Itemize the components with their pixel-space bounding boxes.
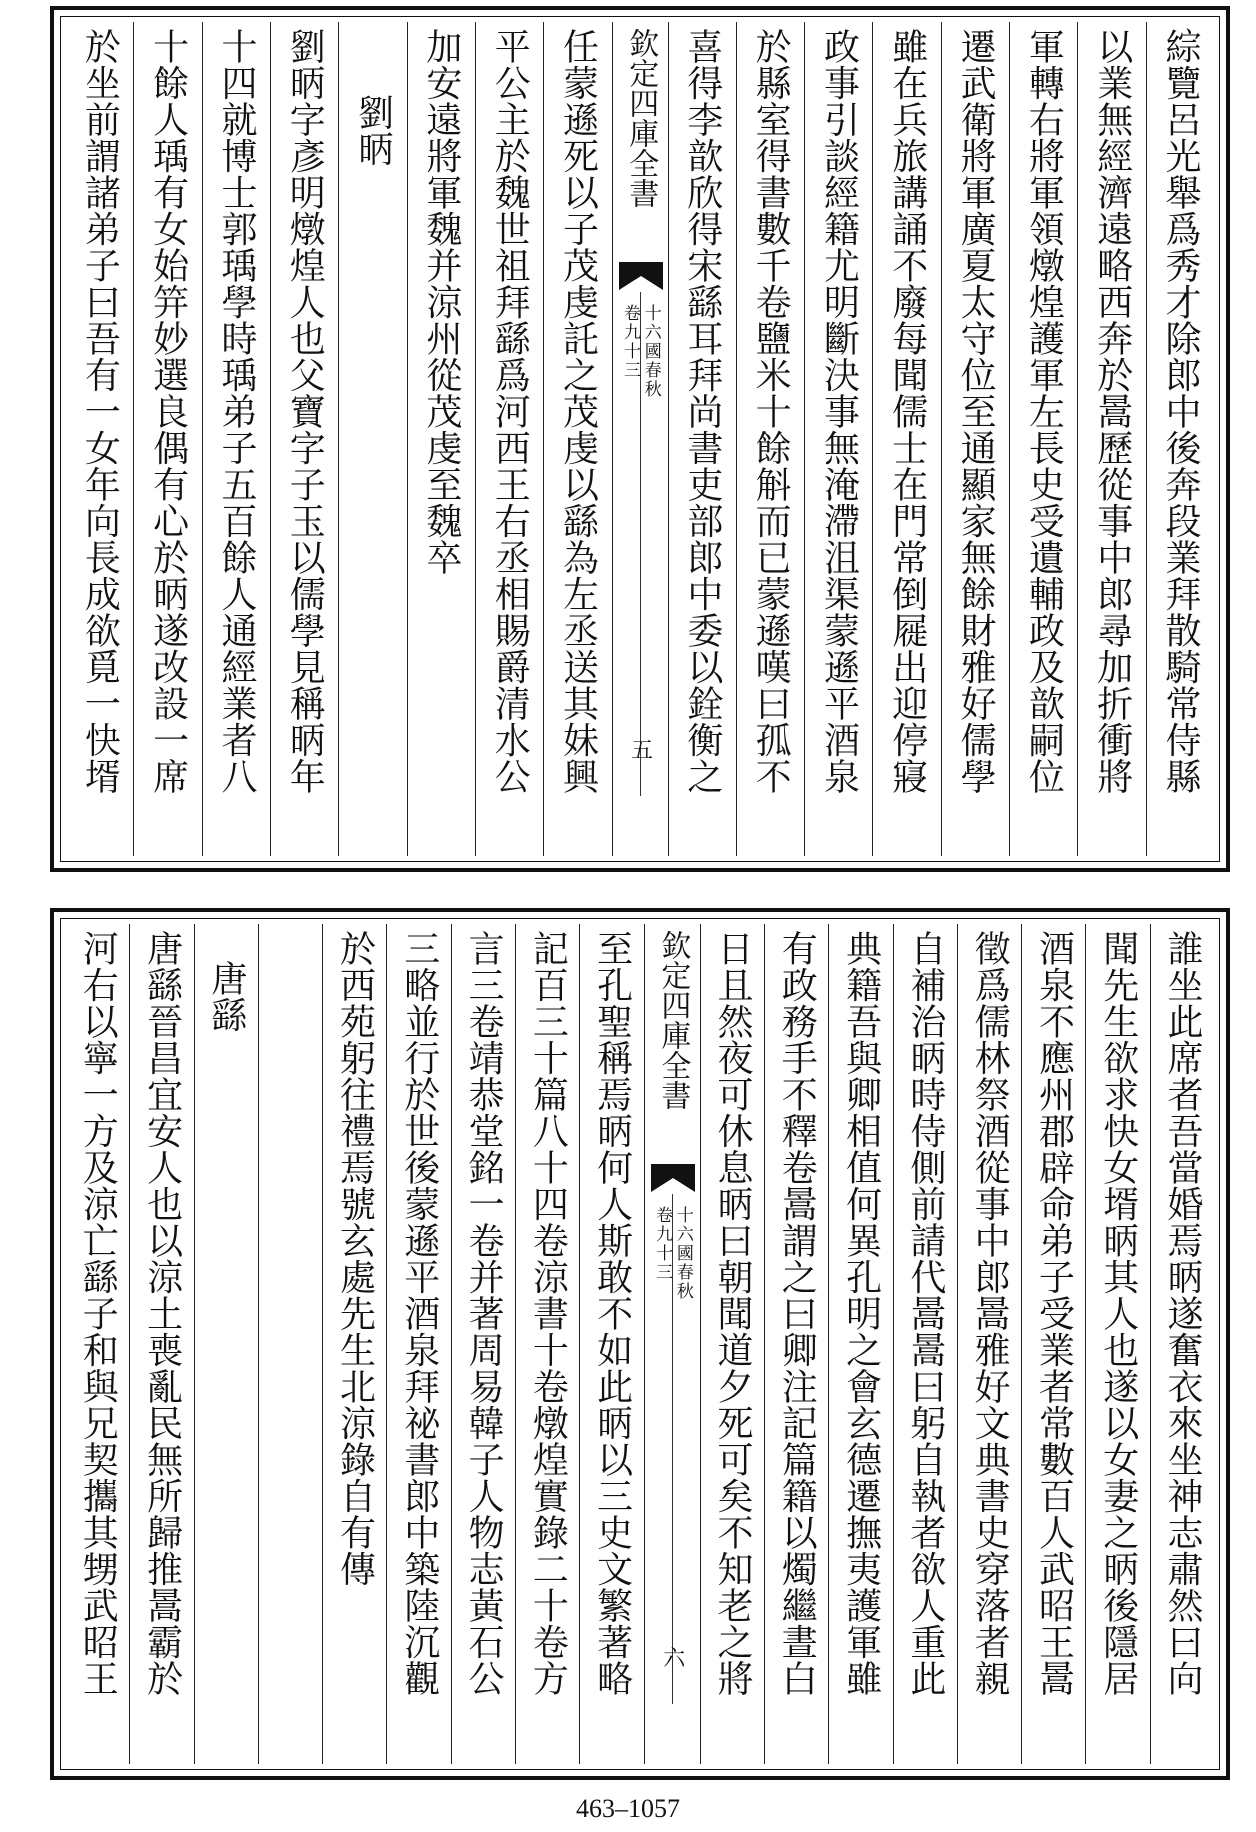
text-column: [452, 924, 516, 1764]
lower-book-page: [50, 908, 1230, 1780]
column-text: 記百三十篇八十四卷涼書十卷燉煌實錄二十卷方: [527, 930, 569, 1697]
center-fold-column: [645, 924, 701, 1764]
book-subtitle-text: 十六國春秋: [672, 1206, 693, 1301]
upper-page-columns: [66, 22, 1214, 856]
text-column: [873, 22, 941, 856]
text-column: [1078, 22, 1146, 856]
column-text: 綜覽呂光舉爲秀才除郎中後奔段業拜散騎常侍縣: [1160, 28, 1202, 795]
column-text: 至孔聖稱焉昞何人斯敢不如此昞以三史文繁著略: [591, 930, 633, 1697]
fishtail-mark-icon: [651, 1164, 695, 1192]
text-column: [1147, 22, 1214, 856]
text-column: [737, 22, 805, 856]
upper-book-page: [50, 6, 1230, 872]
lower-page-columns: [66, 924, 1214, 1764]
blank-column: [259, 924, 323, 1764]
column-text: 喜得李歆欣得宋繇耳拜尚書吏部郎中委以銓衡之: [681, 28, 723, 795]
column-text: 任蒙遜死以子茂虔託之茂虔以繇為左丞送其妹興: [557, 28, 599, 795]
text-column: [476, 22, 544, 856]
column-text: 遷武衛將軍廣夏太守位至通顯家無餘財雅好儒學: [955, 28, 997, 795]
column-text: 三略並行於世後蒙遜平酒泉拜祕書郎中築陸沉觀: [398, 930, 440, 1697]
column-text: 十餘人瑀有女始笄妙選良偶有心於昞遂改設一席: [147, 28, 189, 795]
text-column: [1022, 924, 1086, 1764]
fishtail-mark-icon: [619, 262, 663, 290]
text-column: [669, 22, 737, 856]
text-column: [66, 924, 130, 1764]
column-text: 聞先生欲求快女壻昞其人也遂以女妻之昞後隱居: [1097, 930, 1139, 1697]
text-column: [765, 924, 829, 1764]
text-column: [1086, 924, 1150, 1764]
folio-number-text: 五: [627, 737, 653, 760]
column-text: 於西苑躬往禮焉號玄處先生北涼錄自有傳: [334, 930, 376, 1587]
column-text: 酒泉不應州郡辟命弟子受業者常數百人武昭王暠: [1033, 930, 1075, 1697]
text-column: [66, 22, 134, 856]
text-column: [203, 22, 271, 856]
text-column: [339, 22, 407, 856]
text-column: [958, 924, 1022, 1764]
folio-number-text: 六: [659, 1645, 685, 1668]
book-title: [613, 22, 668, 260]
column-text: 言三卷靖恭堂銘一卷并著周易韓子人物志黃石公: [463, 930, 505, 1697]
column-text: 自補治昞時侍側前請代暠暠曰躬自執者欲人重此: [904, 930, 946, 1697]
text-column: [894, 924, 958, 1764]
book-title-text: 欽定四庫全書: [655, 930, 691, 1110]
text-column: [130, 924, 194, 1764]
text-column: [829, 924, 893, 1764]
text-column: [271, 22, 339, 856]
column-text: 唐繇晉昌宜安人也以涼土喪亂民無所歸推暠霸於: [141, 930, 183, 1697]
chapter-label-text: 卷九十三: [620, 304, 640, 380]
text-column: [701, 924, 765, 1764]
book-title: [645, 924, 700, 1162]
column-text: 平公主於魏世祖拜繇爲河西王右丞相賜爵清水公: [489, 28, 531, 795]
column-text: 河右以寧一方及涼亡繇子和與兄契攜其甥武昭王: [77, 930, 119, 1697]
column-text: 誰坐此席者吾當婚焉昞遂奮衣來坐神志肅然曰向: [1162, 930, 1204, 1697]
text-column: [195, 924, 259, 1764]
page-reference-number: 463–1057: [576, 1794, 680, 1823]
center-fold-column: [613, 22, 669, 856]
column-text: 典籍吾與卿相值何異孔明之會玄德遷撫夷護軍雖: [840, 930, 882, 1697]
column-text: 日且然夜可休息昞曰朝聞道夕死可矣不知老之將: [711, 930, 753, 1697]
book-subtitle-text: 十六國春秋: [640, 304, 661, 399]
book-title-text: 欽定四庫全書: [623, 28, 659, 208]
chapter-label-text: 卷九十三: [652, 1206, 673, 1282]
folio-number: [645, 1646, 700, 1669]
column-text: 劉昞字彥明燉煌人也父寶字子玉以儒學見稱昞年: [284, 28, 326, 795]
column-text: 軍轉右將軍領燉煌護軍左長史受遺輔政及歆嗣位: [1023, 28, 1065, 795]
text-column: [516, 924, 580, 1764]
column-text: 徵爲儒林祭酒從事中郎暠雅好文典書史穿落者親: [969, 930, 1011, 1697]
biography-heading: 劉昞: [352, 94, 394, 167]
column-text: 雖在兵旅講誦不廢每聞儒士在門常倒屣出迎停寢: [886, 28, 928, 795]
column-text: 加安遠將軍魏并涼州從茂虔至魏卒: [420, 28, 462, 576]
text-column: [323, 924, 387, 1764]
text-column: [580, 924, 644, 1764]
text-column: [387, 924, 451, 1764]
column-text: 政事引談經籍尤明斷決事無淹滯沮渠蒙遜平酒泉: [818, 28, 860, 795]
column-text: 於坐前謂諸弟子曰吾有一女年向長成欲覓一快壻: [79, 28, 121, 795]
text-column: [134, 22, 202, 856]
text-column: [805, 22, 873, 856]
column-text: 十四就博士郭瑀學時瑀弟子五百餘人通經業者八: [215, 28, 257, 795]
text-column: [1010, 22, 1078, 856]
text-column: [544, 22, 612, 856]
column-text: 以業無經濟遠略西奔於暠歷從事中郎尋加折衝將: [1091, 28, 1133, 795]
chapter-label: [613, 304, 668, 399]
text-column: [408, 22, 476, 856]
text-column: [942, 22, 1010, 856]
column-text: 於縣室得書數千卷鹽米十餘斛而已蒙遜嘆曰孤不: [750, 28, 792, 795]
chapter-label: [645, 1206, 700, 1301]
biography-heading: 唐繇: [205, 960, 247, 1033]
text-column: [1151, 924, 1214, 1764]
column-text: 有政務手不釋卷暠謂之曰卿注記篇籍以燭繼晝白: [776, 930, 818, 1697]
folio-number: [613, 738, 668, 761]
